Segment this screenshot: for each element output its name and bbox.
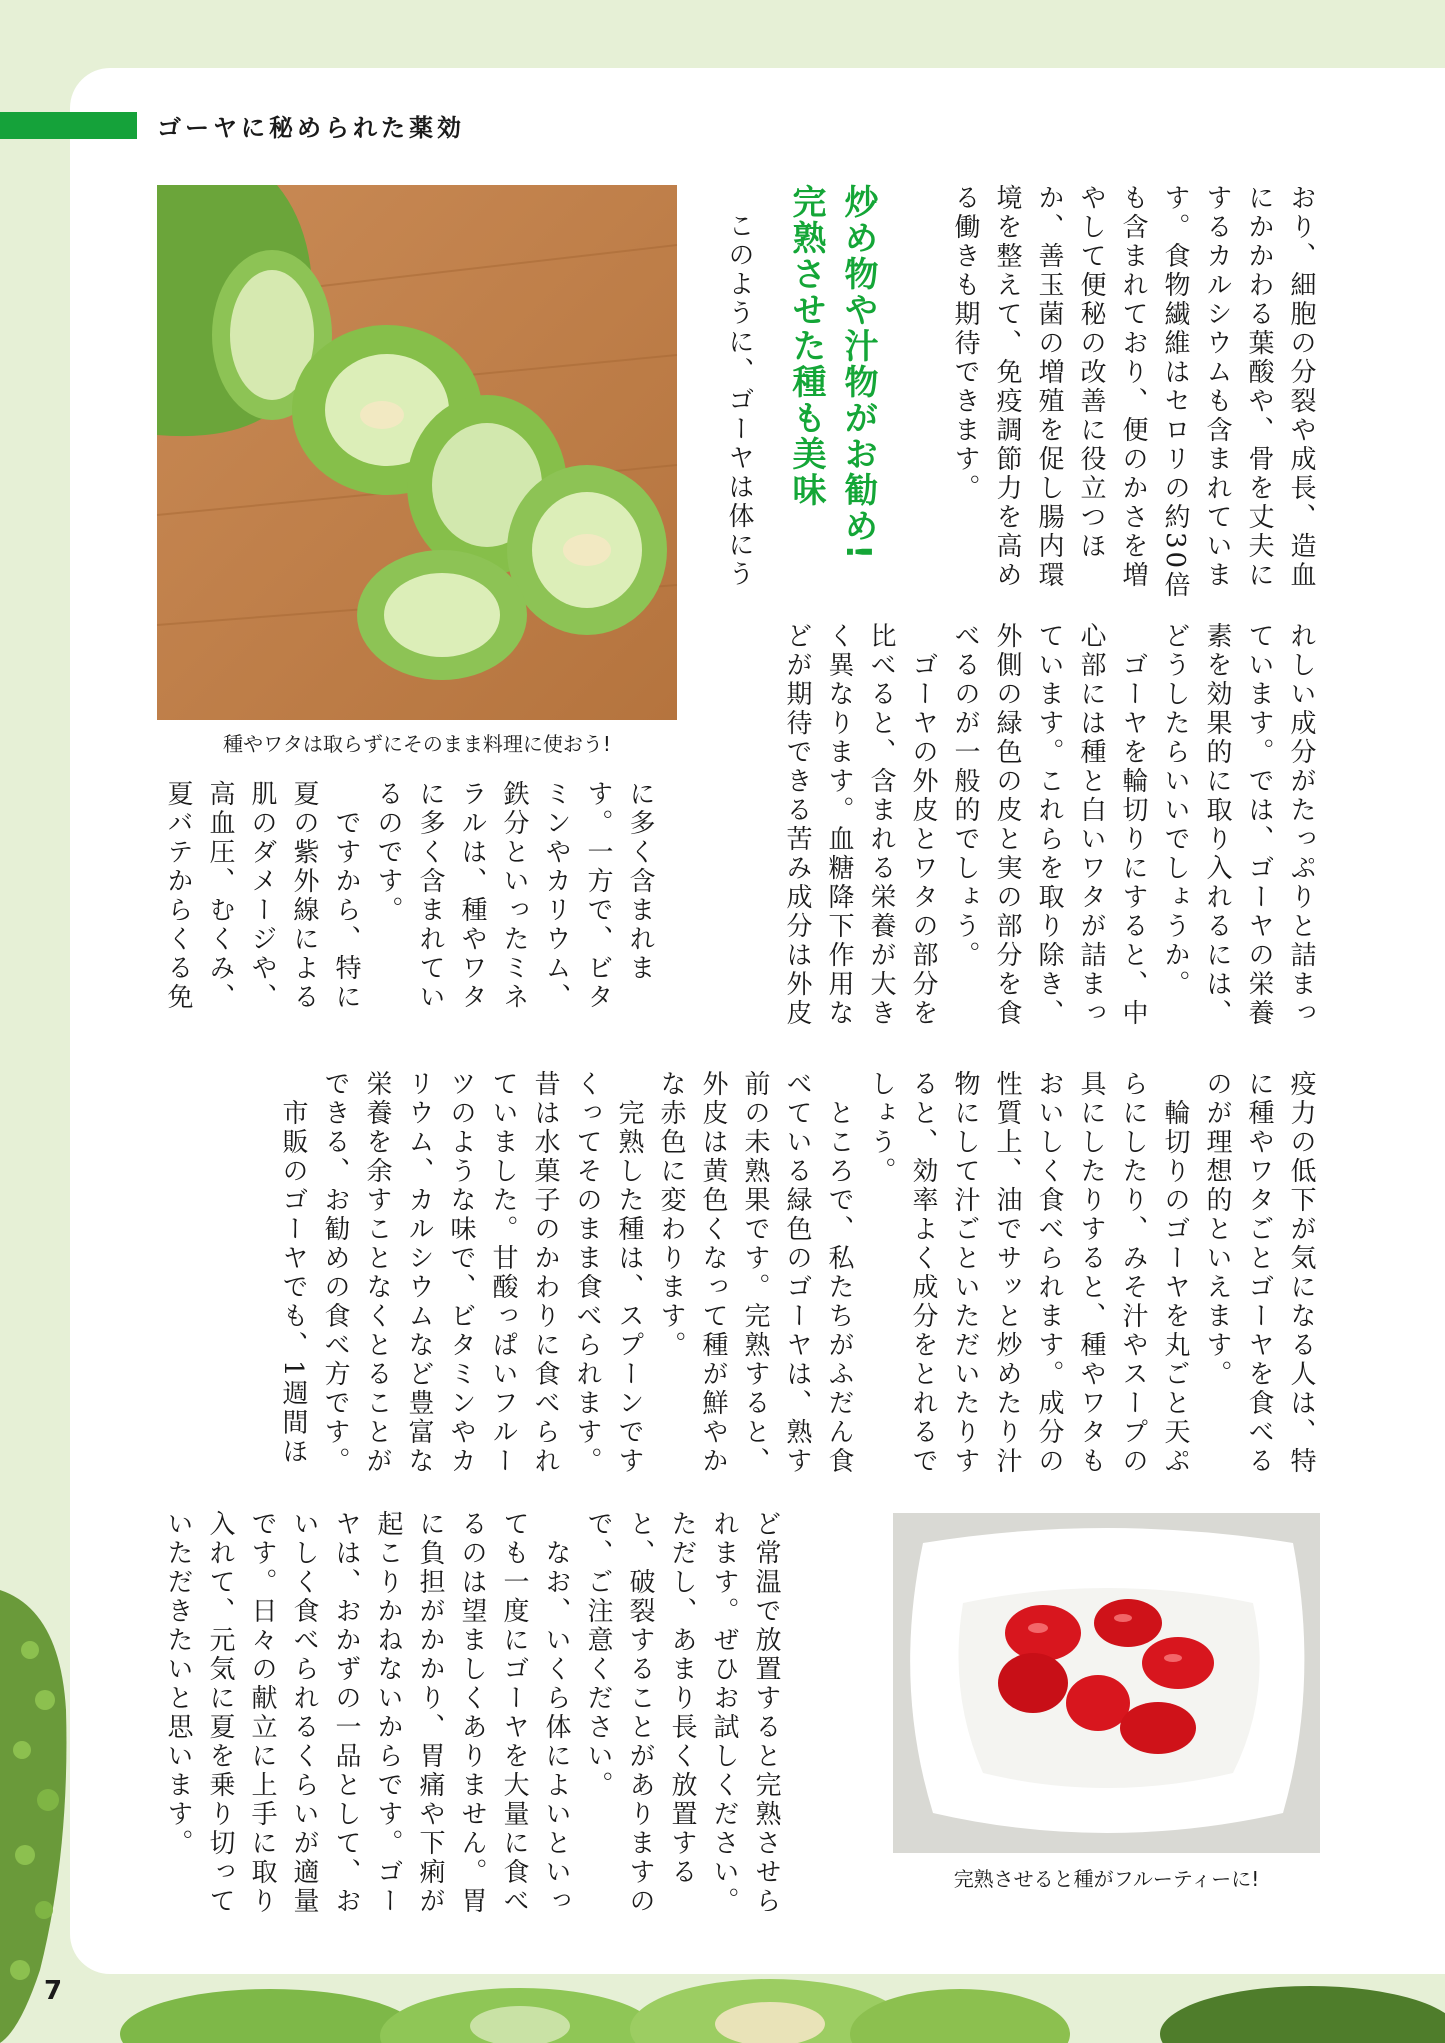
article-column-2: れしい成分がたっぷりと詰まっ ています。では、ゴーヤの栄養 素を効果的に取り入れるには、 どうしたらいいでしょうか。 ゴーヤを輪切りにすると、中 心部には種と白いワタが詰まっ ています。これらを取り除き、 外側の緑色の皮と実の部分を食 べるのが一般的でしょう。 ゴーヤの外皮とワタの部分を 比べると、含まれる栄養が大き く異なります。血糖降下作用な どが期待できる苦み成分は外皮 xyxy=(782,622,1316,1028)
article-column-1: おり、細胞の分裂や成長、造血 にかかわる葉酸や、骨を丈夫に するカルシウムも含まれていま す。食物繊維はセロリの約30倍 も含まれており、便のかさを増 やして便秘の改善に役立つほ か、善玉菌の増殖を促し腸内環 境を整えて、免疫調節力を高め る働きも期待できます。 xyxy=(950,184,1316,601)
ripe-seeds-photo xyxy=(893,1513,1320,1853)
section-marker-bar xyxy=(0,112,137,139)
goya-photo-caption: 種やワタは取らずにそのまま料理に使おう! xyxy=(223,732,611,756)
article-column-3: 疫力の低下が気になる人は、特 に種やワタごとゴーヤを食べる のが理想的といえます。 輪切りのゴーヤを丸ごと天ぷ らにしたり、みそ汁やスープの 具にしたりすると、種やワタも おいしく食べられます。成分の 性質上、油でサッと炒めたり汁 物にして汁ごといただいたりす ると、効率よく成分をとれるで しょう。 ところで、私たちがふだん食 べている緑色のゴーヤは、熟す 前の未熟果です。完熟すると、 外皮は黄色くなって種が鮮やか な赤色に変わります。 完熟した種は、スプーンです くってそのまま食べられます。 昔は水菓子のかわりに食べられ ていました。甘酸っぱいフルー ツのような味で、ビタミンやカ リウム、カルシウムなど豊富な 栄養を余すことなくとることが できる、お勧めの食べ方です。 市販のゴーヤでも、1週間ほ xyxy=(278,1070,1316,1476)
article-column-1-continued: このように、ゴーヤは体にう xyxy=(724,212,754,589)
section-heading: 炒め物や汁物がお勧め! 完熟させた種も美味 xyxy=(786,184,878,562)
article-column-4: ど常温で放置すると完熟させら れます。ぜひお試しください。 ただし、あまり長く放置する と、破裂することがありますの で、ご注意ください。 なお、いくら体によいといっ ても一度にゴーヤを大量に食べ るのは望ましくありません。胃 に負担がかかり、胃痛や下痢が 起こりかねないからです。ゴー ヤは、おかずの一品として、お いしく食べられるくらいが適量 です。日々の献立に上手に取り 入れて、元気に夏を乗り切って いただきたいと思います。 xyxy=(163,1510,781,1916)
section-title: ゴーヤに秘められた薬効 xyxy=(157,114,465,142)
sliced-goya-photo xyxy=(157,185,677,720)
seeds-photo-caption: 完熟させると種がフルーティーに! xyxy=(953,1867,1260,1891)
article-column-2-bottom: に多く含まれま す。一方で、ビタ ミンやカリウム、 鉄分といったミネ ラルは、種やワタ に多く含まれてい るのです。 ですから、特に 夏の紫外線による 肌のダメージや、 高血圧、むくみ、 夏バテからくる免 xyxy=(163,780,655,1012)
goya-decoration-bottom-image xyxy=(70,1974,1445,2043)
page-number: 7 xyxy=(44,1976,63,2006)
